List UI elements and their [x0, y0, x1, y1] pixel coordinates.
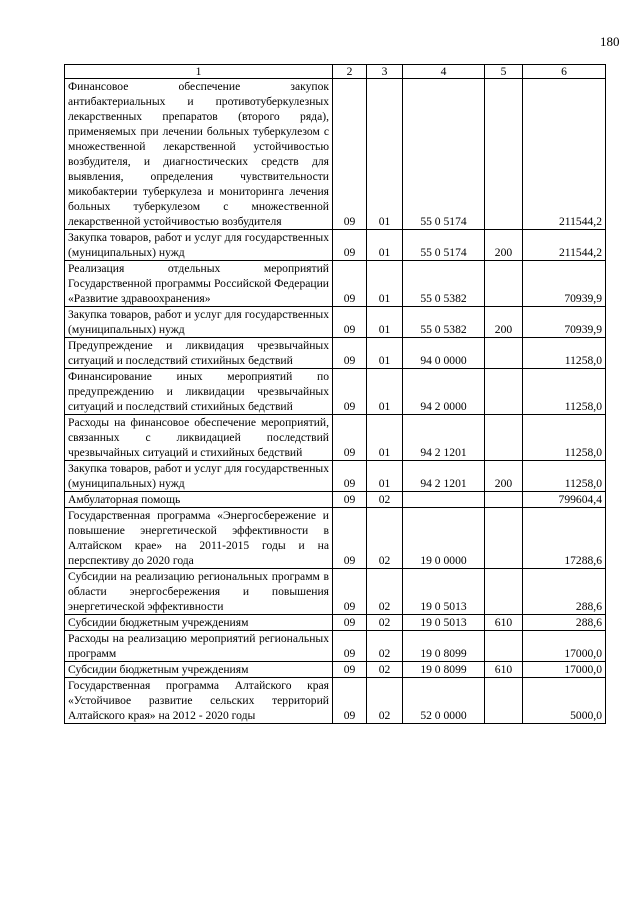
row-amount-cell: 799604,4	[523, 492, 606, 508]
row-section-cell: 09	[333, 508, 367, 569]
row-target-article-cell	[403, 492, 485, 508]
row-target-article-cell: 55 0 5174	[403, 230, 485, 261]
header-col-6: 6	[523, 65, 606, 79]
row-target-article-cell: 19 0 5013	[403, 569, 485, 615]
row-amount-cell: 70939,9	[523, 307, 606, 338]
row-name-cell: Закупка товаров, работ и услуг для государственных (муниципальных) нужд	[65, 461, 333, 492]
table-row	[65, 79, 606, 230]
row-subsection-cell: 02	[367, 631, 403, 662]
row-section-cell: 09	[333, 461, 367, 492]
table-row	[65, 615, 606, 631]
row-name-cell: Расходы на финансовое обеспечение мероприятий, связанных с ликвидацией последствий чрезвычайных ситуаций и стихийных бедствий	[65, 415, 333, 461]
row-target-article-cell: 55 0 5174	[403, 79, 485, 230]
table-row	[65, 508, 606, 569]
row-amount-cell: 211544,2	[523, 230, 606, 261]
row-name-cell: Предупреждение и ликвидация чрезвычайных ситуаций и последствий стихийных бедствий	[65, 338, 333, 369]
table-row	[65, 338, 606, 369]
row-name-cell: Субсидии бюджетным учреждениям	[65, 662, 333, 678]
row-section-cell: 09	[333, 615, 367, 631]
row-name-cell: Расходы на реализацию мероприятий региональных программ	[65, 631, 333, 662]
row-expense-type-cell	[485, 492, 523, 508]
row-section-cell: 09	[333, 261, 367, 307]
header-col-5: 5	[485, 65, 523, 79]
row-target-article-cell: 55 0 5382	[403, 261, 485, 307]
row-subsection-cell: 01	[367, 79, 403, 230]
row-target-article-cell: 19 0 8099	[403, 662, 485, 678]
table-row	[65, 261, 606, 307]
row-target-article-cell: 19 0 8099	[403, 631, 485, 662]
row-name-cell: Закупка товаров, работ и услуг для государственных (муниципальных) нужд	[65, 307, 333, 338]
row-amount-cell: 17000,0	[523, 662, 606, 678]
row-amount-cell: 70939,9	[523, 261, 606, 307]
row-target-article-cell: 94 2 0000	[403, 369, 485, 415]
header-row	[65, 65, 606, 79]
row-expense-type-cell	[485, 261, 523, 307]
table-row	[65, 678, 606, 724]
row-amount-cell: 5000,0	[523, 678, 606, 724]
row-subsection-cell: 02	[367, 662, 403, 678]
row-target-article-cell: 94 2 1201	[403, 415, 485, 461]
row-subsection-cell: 02	[367, 678, 403, 724]
row-section-cell: 09	[333, 369, 367, 415]
row-amount-cell: 211544,2	[523, 79, 606, 230]
row-amount-cell: 11258,0	[523, 415, 606, 461]
row-subsection-cell: 02	[367, 492, 403, 508]
row-expense-type-cell: 200	[485, 461, 523, 492]
row-subsection-cell: 02	[367, 615, 403, 631]
row-amount-cell: 11258,0	[523, 369, 606, 415]
row-subsection-cell: 01	[367, 338, 403, 369]
row-subsection-cell: 01	[367, 230, 403, 261]
row-section-cell: 09	[333, 492, 367, 508]
row-target-article-cell: 55 0 5382	[403, 307, 485, 338]
row-section-cell: 09	[333, 678, 367, 724]
row-expense-type-cell	[485, 569, 523, 615]
row-expense-type-cell: 610	[485, 615, 523, 631]
row-subsection-cell: 02	[367, 569, 403, 615]
row-name-cell: Реализация отдельных мероприятий Государственной программы Российской Федерации «Развитие здравоохранения»	[65, 261, 333, 307]
row-expense-type-cell	[485, 631, 523, 662]
row-amount-cell: 288,6	[523, 615, 606, 631]
row-name-cell: Амбулаторная помощь	[65, 492, 333, 508]
table-row	[65, 492, 606, 508]
row-target-article-cell: 19 0 0000	[403, 508, 485, 569]
row-expense-type-cell	[485, 508, 523, 569]
row-expense-type-cell: 610	[485, 662, 523, 678]
row-amount-cell: 11258,0	[523, 338, 606, 369]
table-row	[65, 307, 606, 338]
row-target-article-cell: 19 0 5013	[403, 615, 485, 631]
table-row	[65, 662, 606, 678]
row-target-article-cell: 94 2 1201	[403, 461, 485, 492]
row-expense-type-cell: 200	[485, 230, 523, 261]
row-amount-cell: 17288,6	[523, 508, 606, 569]
table-row	[65, 415, 606, 461]
row-subsection-cell: 01	[367, 369, 403, 415]
row-target-article-cell: 94 0 0000	[403, 338, 485, 369]
row-name-cell: Государственная программа «Энергосбережение и повышение энергетической эффективности в Алтайском крае» на 2011-2015 годы и на перспективу до 2020 года	[65, 508, 333, 569]
row-section-cell: 09	[333, 415, 367, 461]
table-row	[65, 369, 606, 415]
header-col-1: 1	[65, 65, 333, 79]
row-expense-type-cell	[485, 79, 523, 230]
table-row	[65, 461, 606, 492]
row-subsection-cell: 01	[367, 307, 403, 338]
row-name-cell: Субсидии бюджетным учреждениям	[65, 615, 333, 631]
row-section-cell: 09	[333, 631, 367, 662]
row-section-cell: 09	[333, 662, 367, 678]
row-section-cell: 09	[333, 79, 367, 230]
table-row	[65, 230, 606, 261]
row-expense-type-cell	[485, 369, 523, 415]
row-name-cell: Финансовое обеспечение закупок антибактериальных и противотуберкулезных лекарственных препаратов (второго ряда), применяемых при лечении больных туберкулезом с множественной лекарственной устойчивостью возбудителя, и диагностических средств для выявления, определения чувствительности микобактерии туберкулеза и мониторинга лечения больных туберкулезом с множественной лекарственной устойчивостью возбудителя	[65, 79, 333, 230]
row-name-cell: Субсидии на реализацию региональных программ в области энергосбережения и повышения энергетической эффективности	[65, 569, 333, 615]
header-col-4: 4	[403, 65, 485, 79]
row-subsection-cell: 01	[367, 261, 403, 307]
row-subsection-cell: 02	[367, 508, 403, 569]
row-target-article-cell: 52 0 0000	[403, 678, 485, 724]
table-row	[65, 569, 606, 615]
row-amount-cell: 288,6	[523, 569, 606, 615]
table-row	[65, 631, 606, 662]
header-col-2: 2	[333, 65, 367, 79]
row-amount-cell: 17000,0	[523, 631, 606, 662]
row-name-cell: Финансирование иных мероприятий по предупреждению и ликвидации чрезвычайных ситуаций и последствий стихийных бедствий	[65, 369, 333, 415]
row-subsection-cell: 01	[367, 415, 403, 461]
row-amount-cell: 11258,0	[523, 461, 606, 492]
row-name-cell: Закупка товаров, работ и услуг для государственных (муниципальных) нужд	[65, 230, 333, 261]
row-expense-type-cell	[485, 338, 523, 369]
row-name-cell: Государственная программа Алтайского края «Устойчивое развитие сельских территорий Алтайского края» на 2012 - 2020 годы	[65, 678, 333, 724]
budget-table	[64, 64, 606, 724]
row-subsection-cell: 01	[367, 461, 403, 492]
row-expense-type-cell: 200	[485, 307, 523, 338]
row-section-cell: 09	[333, 230, 367, 261]
row-section-cell: 09	[333, 569, 367, 615]
header-col-3: 3	[367, 65, 403, 79]
page-number: 180	[600, 34, 620, 49]
row-expense-type-cell	[485, 678, 523, 724]
row-section-cell: 09	[333, 307, 367, 338]
row-section-cell: 09	[333, 338, 367, 369]
row-expense-type-cell	[485, 415, 523, 461]
